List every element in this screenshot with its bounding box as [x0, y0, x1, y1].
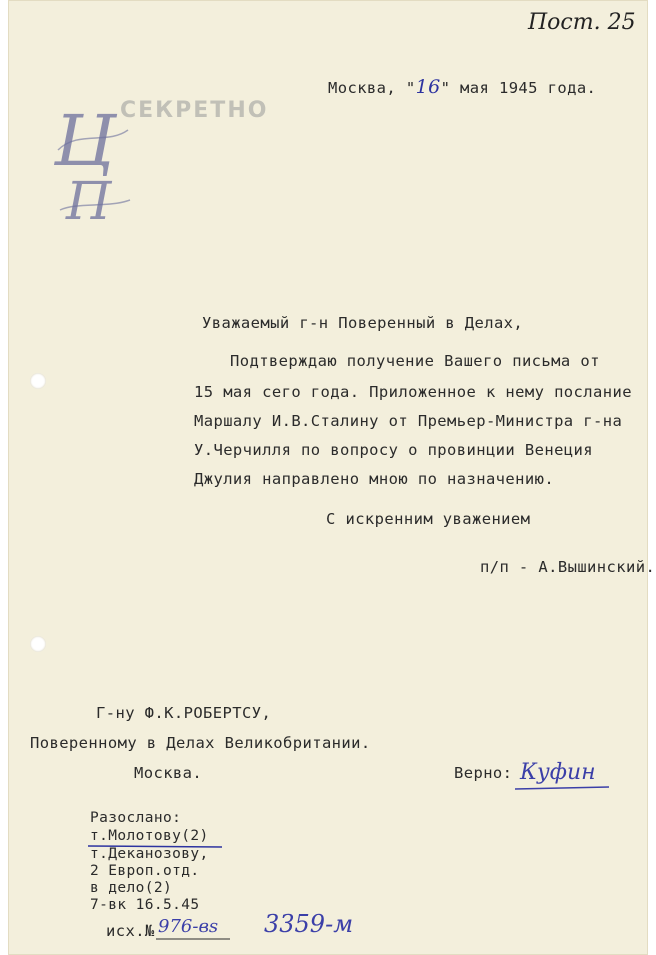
outgoing-number: 976-вs	[158, 916, 219, 937]
margin-mark-top: Ц	[54, 100, 116, 182]
document-page	[8, 0, 656, 955]
addressee-title: Поверенному в Делах Великобритании.	[30, 734, 371, 752]
distribution-line-2: т.Деканозову,	[90, 846, 209, 862]
signature-typed: п/п - А.Вышинский.	[480, 558, 656, 576]
body-line-2: 15 мая сего года. Приложенное к нему послание	[194, 383, 632, 401]
punch-hole-bottom	[30, 636, 46, 652]
date-day: 16	[415, 76, 441, 98]
date-city: Москва, "	[328, 79, 416, 97]
margin-mark-bottom: П	[66, 172, 112, 232]
punch-hole-top	[30, 373, 46, 389]
distribution-title: Разослано:	[90, 810, 182, 826]
body-line-5: Джулия направлено мною по назначению.	[194, 470, 555, 488]
date-line	[328, 76, 596, 98]
verification-label: Верно:	[454, 764, 513, 782]
archive-mark: Пост. 25	[528, 10, 636, 35]
distribution-line-5: 7-вк 16.5.45	[90, 897, 200, 913]
registration-number: 3359-м	[264, 910, 354, 938]
body-line-1: Подтверждаю получение Вашего письма от	[230, 352, 600, 370]
closing: С искренним уважением	[326, 510, 531, 528]
verification-underline	[513, 784, 613, 794]
body-line-3: Маршалу И.В.Сталину от Премьер-Министра г-на	[194, 412, 623, 430]
addressee-name: Г-ну Ф.К.РОБЕРТСУ,	[96, 704, 272, 722]
addressee-city: Москва.	[134, 764, 203, 782]
distribution-line-4: в дело(2)	[90, 880, 173, 896]
distribution-line-1: т.Молотову(2)	[90, 828, 209, 844]
secret-stamp: СЕКРЕТНО	[120, 98, 269, 123]
verification-signature: Куфин	[520, 760, 596, 785]
margin-scribble-icon	[48, 90, 138, 240]
date-month-year: " мая 1945 года.	[440, 79, 597, 97]
outgoing-label: исх.№	[106, 922, 155, 940]
outgoing-number-underline	[154, 936, 234, 942]
distribution-line-3: 2 Европ.отд.	[90, 863, 200, 879]
body-line-4: У.Черчилля по вопросу о провинции Венеция	[194, 441, 594, 459]
salutation: Уважаемый г-н Поверенный в Делах,	[202, 314, 524, 332]
